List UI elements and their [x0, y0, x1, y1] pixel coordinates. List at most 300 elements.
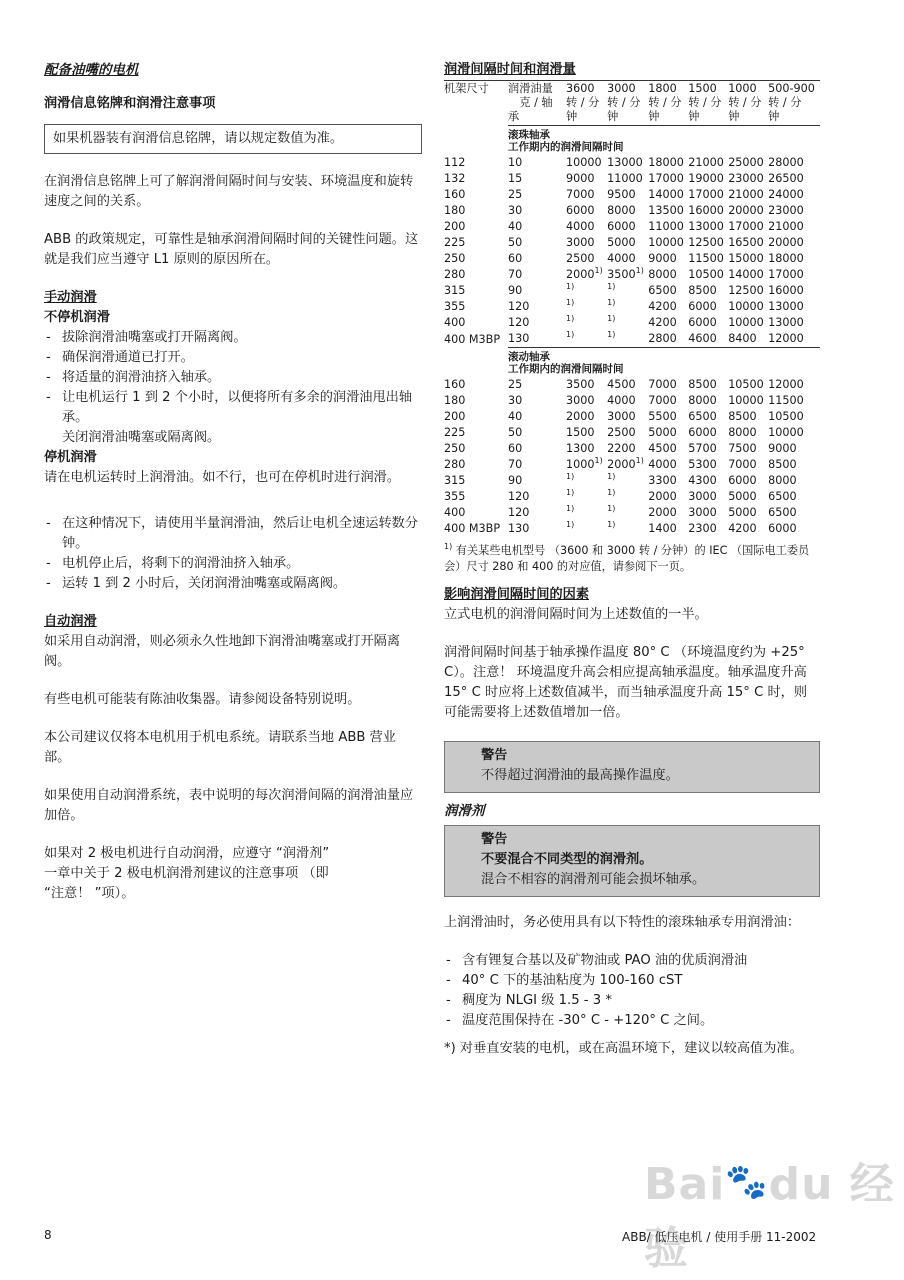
footnote-mark: 1): [607, 282, 616, 291]
manual-lubrication-heading: 手动润滑: [44, 290, 97, 305]
cell-interval-value: 5300: [688, 458, 717, 471]
auto-paragraph-5-line-1: 如果对 2 极电机进行自动润滑，应遵守 “润滑剂”: [44, 846, 330, 861]
cell-interval-value: 7000: [648, 394, 677, 407]
cell-interval: [728, 235, 768, 251]
cell-interval-value: 9000: [648, 252, 677, 265]
watermark-text: Bai: [644, 1159, 726, 1210]
cell-interval: [688, 235, 728, 251]
cell-interval-value: 14000: [728, 268, 764, 281]
cell-interval-value: 17000: [648, 172, 684, 185]
cell-interval: [728, 251, 768, 267]
roller-bearing-section-subtitle: 工作期内的润滑间隔时间: [508, 363, 624, 375]
footnote-mark: 1): [566, 330, 575, 339]
cell-interval-value: 24000: [768, 188, 804, 201]
cell-interval-value: 1400: [648, 522, 677, 535]
cell-grease-amount: 120: [508, 300, 530, 313]
header-speed: 3600 转 / 分 钟: [566, 81, 607, 126]
left-column: [44, 60, 422, 904]
cell-interval: [728, 299, 768, 315]
table-row: [444, 299, 820, 315]
footnote-mark: 1): [566, 520, 575, 529]
cell-interval: [607, 315, 648, 331]
stopped-lubrication-heading: 停机润滑: [44, 450, 97, 465]
cell-interval: [688, 283, 728, 299]
cell-frame-size: 250: [444, 252, 466, 265]
cell-interval: [566, 473, 607, 489]
cell-interval-value: 8000: [607, 204, 636, 217]
cell-interval-value: 7000: [566, 188, 595, 201]
cell-interval: [648, 187, 688, 203]
cell-frame-size: 400 M3BP: [444, 522, 501, 535]
footnote-mark: 1): [607, 472, 616, 481]
cell-interval-value: 7000: [648, 378, 677, 391]
cell-interval-value: 10000: [768, 426, 804, 439]
cell-interval-value: 20000: [768, 236, 804, 249]
cell-interval: [648, 473, 688, 489]
cell-interval-value: 15000: [728, 252, 764, 265]
document-name: ABB/ 低压电机 / 使用手册 11-2002: [622, 1230, 817, 1244]
cell-interval-value: 8000: [688, 394, 717, 407]
cell-interval: [566, 425, 607, 441]
cell-interval: [728, 377, 768, 393]
cell-interval-value: 18000: [648, 156, 684, 169]
list-item: - 拔除润滑油嘴塞或打开隔离阀。: [44, 328, 422, 348]
footnote-mark: 1): [594, 456, 603, 465]
cell-interval-value: 4600: [688, 332, 717, 345]
cell-interval-value: 2300: [688, 522, 717, 535]
cell-interval: [566, 457, 607, 473]
table-row: [444, 409, 820, 425]
cell-interval-value: 4200: [648, 316, 677, 329]
cell-interval: [607, 489, 648, 505]
cell-interval-value: 5000: [728, 506, 757, 519]
cell-interval: [768, 441, 820, 457]
cell-interval: [768, 425, 820, 441]
footnote-mark: 1): [566, 488, 575, 497]
cell-interval-value: 1300: [566, 442, 595, 455]
warning-title: 警告: [481, 748, 508, 763]
cell-interval-value: 26500: [768, 172, 804, 185]
cell-interval: [566, 489, 607, 505]
cell-interval: [688, 473, 728, 489]
cell-grease-amount: 25: [508, 188, 523, 201]
footnote-mark: 1): [566, 298, 575, 307]
cell-interval: [607, 283, 648, 299]
cell-interval-value: 21000: [688, 156, 724, 169]
header-frame-size: 机架尺寸: [444, 81, 508, 126]
lubricant-heading: 润滑剂: [444, 803, 485, 819]
cell-grease-amount: 50: [508, 236, 523, 249]
cell-interval: [648, 203, 688, 219]
cell-frame-size: 160: [444, 378, 466, 391]
cell-interval: [688, 187, 728, 203]
cell-interval-value: 17000: [688, 188, 724, 201]
cell-interval-value: 2000: [607, 458, 636, 471]
cell-frame-size: 200: [444, 410, 466, 423]
cell-frame-size: 180: [444, 394, 466, 407]
auto-paragraph-3: 本公司建议仅将本电机用于机电系统。请联系当地 ABB 营业部。: [44, 730, 396, 765]
cell-interval: [768, 409, 820, 425]
list-item: - 确保润滑通道已打开。: [44, 348, 422, 368]
table-row: [444, 505, 820, 521]
cell-interval-value: 10000: [648, 236, 684, 249]
cell-interval: [648, 393, 688, 409]
cell-interval: [648, 377, 688, 393]
cell-interval: [688, 505, 728, 521]
ball-bearing-section-title: 滚珠轴承: [508, 129, 550, 141]
cell-interval-value: 4500: [607, 378, 636, 391]
cell-interval-value: 8000: [648, 268, 677, 281]
cell-interval-value: 5000: [648, 426, 677, 439]
cell-interval: [607, 521, 648, 537]
cell-interval-value: 8000: [768, 474, 797, 487]
running-steps-list: [44, 328, 422, 428]
cell-grease-amount: 15: [508, 172, 523, 185]
table-row: [444, 393, 820, 409]
cell-interval-value: 3500: [607, 268, 636, 281]
cell-interval: [648, 315, 688, 331]
cell-interval-value: 2500: [607, 426, 636, 439]
cell-interval-value: 9000: [566, 172, 595, 185]
cell-interval: [768, 489, 820, 505]
header-speed: 3000 转 / 分 钟: [607, 81, 648, 126]
cell-interval: [688, 489, 728, 505]
table-row: [444, 187, 820, 203]
header-grease-line-3: 承: [508, 110, 520, 123]
paw-icon: 🐾: [725, 1162, 769, 1202]
header-grease-line-2: 克 / 轴: [519, 96, 553, 109]
list-item: - 将适量的润滑油挤入轴承。: [44, 368, 422, 388]
cell-interval-value: 8500: [728, 410, 757, 423]
cell-interval: [648, 441, 688, 457]
cell-grease-amount: 120: [508, 316, 530, 329]
cell-interval-value: 7500: [728, 442, 757, 455]
cell-interval: [566, 393, 607, 409]
cell-frame-size: 355: [444, 490, 466, 503]
cell-interval-value: 6000: [768, 522, 797, 535]
cell-grease-amount: 25: [508, 378, 523, 391]
cell-interval: [688, 203, 728, 219]
header-speed: 500-900 转 / 分 钟: [768, 81, 820, 126]
warning-box-mixing: [444, 825, 820, 897]
cell-interval: [648, 331, 688, 348]
footnote-mark: 1): [444, 542, 453, 551]
cell-interval-value: 11000: [648, 220, 684, 233]
cell-frame-size: 225: [444, 236, 466, 249]
cell-interval-value: 19000: [688, 172, 724, 185]
cell-interval-value: 2200: [607, 442, 636, 455]
cell-interval: [728, 203, 768, 219]
cell-interval-value: 9000: [768, 442, 797, 455]
cell-interval-value: 9500: [607, 188, 636, 201]
cell-frame-size: 400 M3BP: [444, 332, 501, 346]
cell-grease-amount: 70: [508, 458, 523, 471]
cell-interval-value: 10000: [728, 316, 764, 329]
cell-interval-value: 6000: [688, 300, 717, 313]
cell-interval-value: 5000: [728, 490, 757, 503]
cell-interval: [768, 283, 820, 299]
header-grease-line-1: 润滑油量: [508, 82, 553, 95]
cell-grease-amount: 90: [508, 284, 523, 297]
cell-interval-value: 4200: [728, 522, 757, 535]
cell-frame-size: 250: [444, 442, 466, 455]
baidu-watermark: [644, 1148, 904, 1276]
cell-interval-value: 4000: [607, 252, 636, 265]
cell-interval: [607, 155, 648, 171]
list-item: - 温度范围保持在 -30° C - +120° C 之间。: [444, 1011, 820, 1031]
table-row: [444, 315, 820, 331]
cell-interval: [607, 425, 648, 441]
cell-interval-value: 3300: [648, 474, 677, 487]
cell-interval: [607, 299, 648, 315]
table-row: [444, 457, 820, 473]
cell-interval: [566, 171, 607, 187]
warning-text: 不得超过润滑油的最高操作温度。: [481, 768, 679, 783]
cell-interval: [728, 393, 768, 409]
cell-interval: [728, 489, 768, 505]
cell-interval: [648, 299, 688, 315]
ball-bearing-section-subtitle: 工作期内的润滑间隔时间: [508, 141, 624, 153]
cell-interval-value: 3000: [566, 394, 595, 407]
cell-interval: [688, 393, 728, 409]
cell-interval: [607, 377, 648, 393]
roller-bearing-section: [444, 348, 820, 378]
cell-interval: [648, 251, 688, 267]
cell-interval-value: 6500: [648, 284, 677, 297]
cell-interval: [768, 457, 820, 473]
cell-interval: [768, 377, 820, 393]
list-item: - 在这种情况下，请使用半量润滑油，然后让电机全速运转数分钟。: [44, 514, 422, 554]
table-row: [444, 441, 820, 457]
cell-frame-size: 200: [444, 220, 466, 233]
cell-interval: [566, 251, 607, 267]
cell-interval: [566, 505, 607, 521]
cell-interval-value: 3000: [688, 490, 717, 503]
table-row: [444, 267, 820, 283]
cell-interval: [728, 283, 768, 299]
cell-interval: [728, 219, 768, 235]
grease-paragraph: 上润滑油时，务必使用具有以下特性的滚珠轴承专用润滑油：: [444, 915, 801, 930]
cell-interval: [768, 393, 820, 409]
cell-interval: [648, 267, 688, 283]
auto-lubrication-heading: 自动润滑: [44, 614, 97, 629]
cell-interval-value: 18000: [768, 252, 804, 265]
cell-interval: [688, 171, 728, 187]
cell-interval: [768, 235, 820, 251]
table-row: [444, 171, 820, 187]
cell-interval-value: 10500: [728, 378, 764, 391]
cell-interval: [648, 171, 688, 187]
roller-bearing-section-title: 滚动轴承: [508, 351, 550, 363]
cell-interval-value: 23000: [728, 172, 764, 185]
cell-interval-value: 13000: [607, 156, 643, 169]
cell-interval-value: 2000: [566, 268, 595, 281]
cell-interval: [566, 203, 607, 219]
cell-interval: [768, 331, 820, 348]
cell-interval: [607, 441, 648, 457]
cell-interval-value: 8500: [688, 284, 717, 297]
cell-interval: [607, 187, 648, 203]
cell-interval-value: 8500: [768, 458, 797, 471]
header-speed: 1500 转 / 分 钟: [688, 81, 728, 126]
cell-interval: [688, 267, 728, 283]
cell-grease-amount: 30: [508, 204, 523, 217]
cell-interval: [566, 521, 607, 537]
cell-interval: [728, 473, 768, 489]
watermark-text-2: du 经验: [644, 1159, 895, 1274]
footnote-mark: 1): [607, 298, 616, 307]
cell-interval-value: 4000: [607, 394, 636, 407]
cell-interval: [768, 505, 820, 521]
cell-interval-value: 17000: [768, 268, 804, 281]
cell-interval: [768, 473, 820, 489]
cell-interval-value: 11500: [688, 252, 724, 265]
warning-box-temperature: [444, 741, 820, 793]
ball-bearing-section: [444, 126, 820, 156]
cell-frame-size: 355: [444, 300, 466, 313]
running-lubrication-heading: 不停机润滑: [44, 310, 110, 325]
cell-interval-value: 6000: [688, 426, 717, 439]
cell-interval-value: 6000: [566, 204, 595, 217]
table-row: [444, 489, 820, 505]
cell-interval: [728, 521, 768, 537]
cell-interval: [648, 457, 688, 473]
cell-interval: [728, 505, 768, 521]
footnote-mark: 1): [566, 504, 575, 513]
cell-interval-value: 4000: [648, 458, 677, 471]
cell-interval: [607, 457, 648, 473]
cell-interval: [566, 219, 607, 235]
cell-grease-amount: 130: [508, 332, 530, 345]
cell-interval-value: 13000: [768, 300, 804, 313]
footnote-mark: 1): [566, 282, 575, 291]
table-row: [444, 521, 820, 537]
cell-interval-value: 16000: [688, 204, 724, 217]
cell-interval-value: 6000: [688, 316, 717, 329]
cell-frame-size: 180: [444, 204, 466, 217]
cell-interval: [607, 171, 648, 187]
cell-frame-size: 315: [444, 474, 466, 487]
cell-interval: [607, 219, 648, 235]
table-row: [444, 235, 820, 251]
cell-interval: [768, 315, 820, 331]
cell-interval-value: 12000: [768, 332, 804, 345]
cell-interval-value: 10000: [728, 300, 764, 313]
cell-interval: [648, 425, 688, 441]
cell-interval-value: 16500: [728, 236, 764, 249]
cell-interval: [688, 441, 728, 457]
cell-interval: [648, 521, 688, 537]
cell-interval-value: 4300: [688, 474, 717, 487]
table-row: [444, 473, 820, 489]
cell-interval-value: 8500: [688, 378, 717, 391]
page-number: 8: [44, 1228, 52, 1242]
cell-grease-amount: 40: [508, 410, 523, 423]
cell-interval-value: 5700: [688, 442, 717, 455]
cell-interval-value: 12500: [688, 236, 724, 249]
cell-frame-size: 315: [444, 284, 466, 297]
cell-interval: [768, 171, 820, 187]
cell-interval: [728, 171, 768, 187]
footnote-mark: 1): [566, 314, 575, 323]
header-speed: 1000 转 / 分 钟: [728, 81, 768, 126]
cell-interval-value: 23000: [768, 204, 804, 217]
cell-interval: [728, 331, 768, 348]
table-row: [444, 331, 820, 348]
cell-interval-value: 5500: [648, 410, 677, 423]
cell-interval-value: 10500: [688, 268, 724, 281]
cell-interval: [688, 155, 728, 171]
cell-frame-size: 112: [444, 156, 466, 169]
table-row: [444, 155, 820, 171]
cell-interval: [768, 187, 820, 203]
cell-interval-value: 17000: [728, 220, 764, 233]
cell-grease-amount: 120: [508, 490, 530, 503]
list-item: - 运转 1 到 2 小时后，关闭润滑油嘴塞或隔离阀。: [44, 574, 422, 594]
cell-interval: [768, 155, 820, 171]
cell-interval-value: 6000: [607, 220, 636, 233]
auto-paragraph-2: 有些电机可能装有陈油收集器。请参阅设备特别说明。: [44, 692, 361, 707]
factors-paragraph-2: 润滑间隔时间基于轴承操作温度 80° C （环境温度约为 +25° C）。注意！ 环境温度升高会相应提高轴承温度。轴承温度升高 15° C 时应将上述数值减半，而当轴承温度升高 15° C 时，则可能需要将上述数值增加一倍。: [444, 645, 808, 720]
cell-interval-value: 3000: [688, 506, 717, 519]
cell-interval-value: 14000: [648, 188, 684, 201]
abb-policy-paragraph: ABB 的政策规定，可靠性是轴承润滑间隔时间的关键性问题。这就是我们应当遵守 L1 原则的原因所在。: [44, 232, 419, 267]
cell-interval-value: 6500: [688, 410, 717, 423]
cell-interval: [728, 457, 768, 473]
auto-paragraph-5-line-3: “注意！ ”项）。: [44, 886, 135, 901]
cell-frame-size: 225: [444, 426, 466, 439]
footnote-text: 有关某些电机型号 （3600 和 3000 转 / 分钟）的 IEC （国际电工委员会）尺寸 280 和 400 的对应值，请参阅下一页。: [444, 544, 810, 573]
cell-interval: [607, 505, 648, 521]
footnote-mark: 1): [607, 488, 616, 497]
cell-interval: [688, 425, 728, 441]
cell-interval: [728, 409, 768, 425]
cell-frame-size: 400: [444, 316, 466, 329]
cell-interval: [566, 267, 607, 283]
cell-interval-value: 13000: [688, 220, 724, 233]
cell-interval-value: 28000: [768, 156, 804, 169]
cell-interval: [607, 409, 648, 425]
factors-heading: 影响润滑间隔时间的因素: [444, 587, 590, 602]
cell-interval-value: 10000: [728, 394, 764, 407]
header-speed: 1800 转 / 分 钟: [648, 81, 688, 126]
cell-interval: [728, 425, 768, 441]
running-close-step: 关闭润滑油嘴塞或隔离阀。: [62, 430, 221, 445]
cell-interval-value: 4200: [648, 300, 677, 313]
cell-interval-value: 8400: [728, 332, 757, 345]
table-row: [444, 219, 820, 235]
cell-interval-value: 12500: [728, 284, 764, 297]
cell-interval-value: 13000: [768, 316, 804, 329]
cell-interval-value: 7000: [728, 458, 757, 471]
cell-frame-size: 280: [444, 458, 466, 471]
cell-interval-value: 11500: [768, 394, 804, 407]
cell-interval: [607, 267, 648, 283]
cell-interval: [688, 315, 728, 331]
cell-interval: [566, 155, 607, 171]
footnote-mark: 1): [607, 520, 616, 529]
cell-interval: [566, 409, 607, 425]
cell-interval-value: 10000: [566, 156, 602, 169]
cell-interval: [648, 489, 688, 505]
cell-interval-value: 2000: [648, 490, 677, 503]
table-row: [444, 377, 820, 393]
cell-interval-value: 13500: [648, 204, 684, 217]
cell-interval: [566, 331, 607, 348]
cell-interval-value: 21000: [728, 188, 764, 201]
cell-frame-size: 400: [444, 506, 466, 519]
cell-interval: [688, 331, 728, 348]
